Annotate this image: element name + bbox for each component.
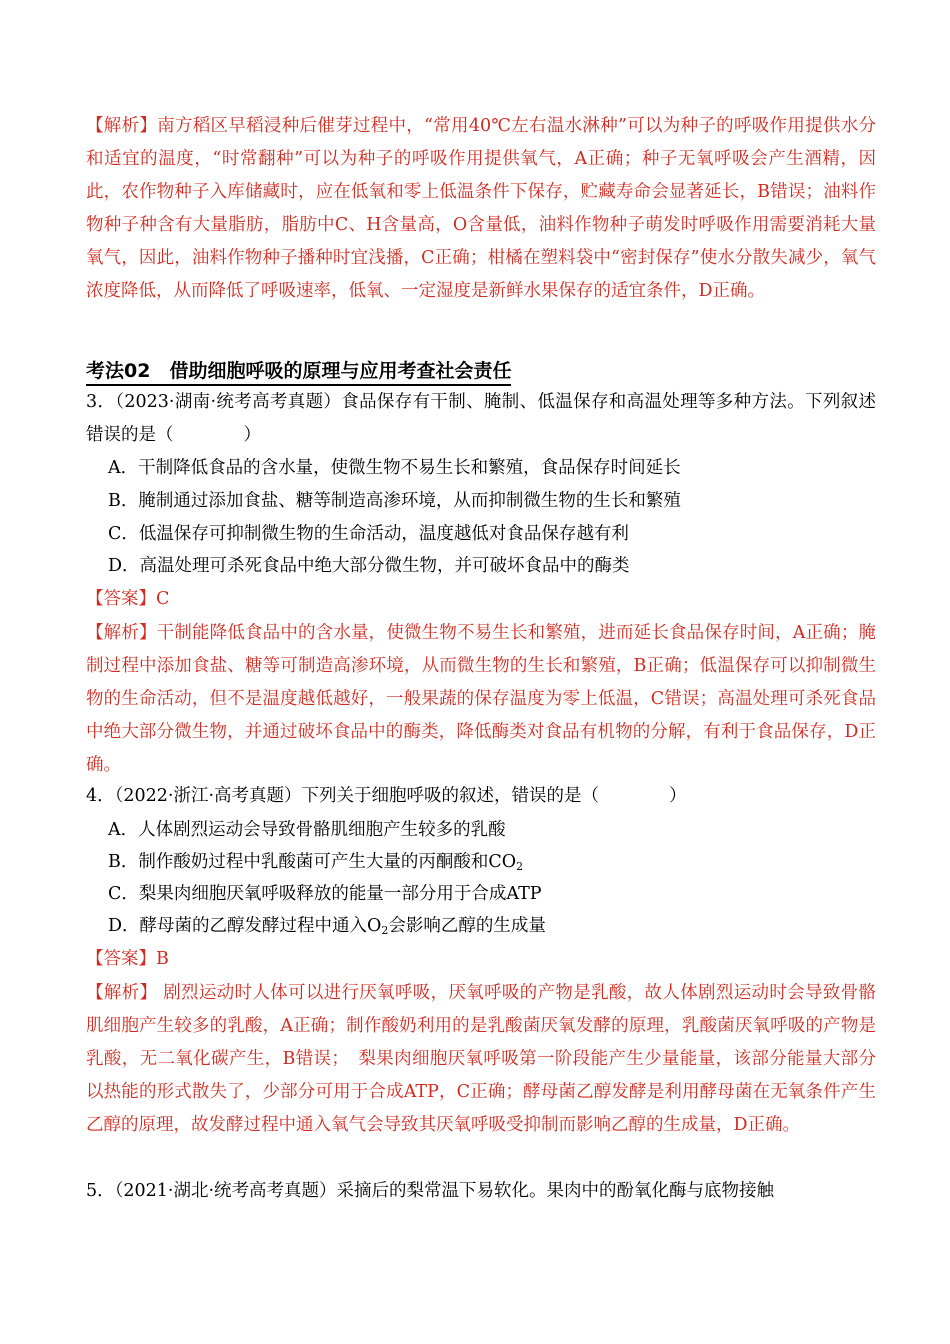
q4-option-d — [108, 910, 878, 947]
q3-option-d: D．高温处理可杀死食品中绝大部分微生物，并可破坏食品中的酶类 — [108, 556, 630, 576]
analysis-tag: 【解析】 — [86, 983, 158, 1003]
q3-analysis — [86, 617, 876, 782]
answer-value: B — [156, 949, 169, 969]
option-text: D．酵母菌的乙醇发酵过程中通入O — [108, 916, 382, 936]
question-stem: 3．（2023·湖南·统考高考真题）食品保存有干制、腌制、低温保存和高温处理等多种方法。下列叙述错误的是（ ） — [86, 392, 876, 445]
q3-option-b: B．腌制通过添加食盐、糖等制造高渗环境，从而抑制微生物的生长和繁殖 — [108, 491, 681, 511]
analysis-tag: 【解析】 — [86, 623, 157, 643]
q3-answer — [86, 583, 876, 616]
analysis-text: 南方稻区早稻浸种后催芽过程中，“常用40℃左右温水淋种”可以为种子的呼吸作用提供水分和适宜的温度，“时常翻种”可以为种子的呼吸作用提供氧气，A正确；种子无氧呼吸会产生酒精，因此，农作物种子入库储藏时，应在低氧和零上低温条件下保存，贮藏寿命会显著延长，B错误；油料作物种子种含有大量脂肪，脂肪中C、H含量高，O含量低，油料作物种子萌发时呼吸作用需要消耗大量氧气，因此，油料作物种子播种时宜浅播，C正确；柑橘在塑料袋中“密封保存”使水分散失减少，氧气浓度降低，从而降低了呼吸速率，低氧、一定湿度是新鲜水果保存的适宜条件，D正确。 — [86, 116, 876, 301]
question-4-stem — [86, 780, 876, 813]
answer-tag: 【答案】 — [86, 589, 156, 609]
analysis-1 — [86, 110, 876, 308]
subscript: 2 — [381, 924, 389, 937]
analysis-text: 干制能降低食品中的含水量，使微生物不易生长和繁殖，进而延长食品保存时间，A正确；腌制过程中添加食盐、糖等可制造高渗环境，从而微生物的生长和繁殖，B正确；低温保存可以抑制微生物的生命活动，但不是温度越低越好，一般果蔬的保存温度为零上低温，C错误；高温处理可杀死食品中绝大部分微生物，并通过破坏食品中的酶类，降低酶类对食品有机物的分解，有利于食品保存，D正确。 — [86, 623, 876, 775]
q4-option-a: A．人体剧烈运动会导致骨骼肌细胞产生较多的乳酸 — [108, 820, 506, 840]
q4-option-c: C．梨果肉细胞厌氧呼吸释放的能量一部分用于合成ATP — [108, 884, 542, 904]
answer-tag: 【答案】 — [86, 949, 156, 969]
option-text: B．制作酸奶过程中乳酸菌可产生大量的丙酮酸和CO — [108, 852, 517, 872]
q4-analysis — [86, 977, 876, 1142]
question-stem: 4．（2022·浙江·高考真题）下列关于细胞呼吸的叙述，错误的是（ ） — [86, 786, 687, 806]
section-heading: 考法02 借助细胞呼吸的原理与应用考查社会责任 — [86, 358, 511, 386]
analysis-text: 剧烈运动时人体可以进行厌氧呼吸，厌氧呼吸的产物是乳酸，故人体剧烈运动时会导致骨骼肌细胞产生较多的乳酸，A正确；制作酸奶利用的是乳酸菌厌氧发酵的原理，乳酸菌厌氧呼吸的产物是乳酸，无二氧化碳产生，B错误； 梨果肉细胞厌氧呼吸第一阶段能产生少量能量，该部分能量大部分以热能的形式散失了，少部分可用于合成ATP，C正确；酵母菌乙醇发酵是利用酵母菌在无氧条件产生乙醇的原理，故发酵过程中通入氧气会导致其厌氧呼吸受抑制而影响乙醇的生成量，D正确。 — [86, 983, 876, 1135]
subscript: 2 — [516, 860, 524, 873]
option-text-tail: 会影响乙醇的生成量 — [388, 916, 546, 936]
question-5-stem — [86, 1175, 876, 1208]
question-3-stem — [86, 386, 876, 452]
question-stem: 5．（2021·湖北·统考高考真题）采摘后的梨常温下易软化。果肉中的酚氧化酶与底物接触 — [86, 1181, 775, 1201]
q3-option-a: A．干制降低食品的含水量，使微生物不易生长和繁殖，食品保存时间延长 — [108, 458, 681, 478]
answer-value: C — [156, 589, 170, 609]
q4-answer — [86, 943, 876, 976]
q3-option-c: C．低温保存可抑制微生物的生命活动，温度越低对食品保存越有利 — [108, 524, 629, 544]
analysis-tag: 【解析】 — [86, 116, 158, 136]
